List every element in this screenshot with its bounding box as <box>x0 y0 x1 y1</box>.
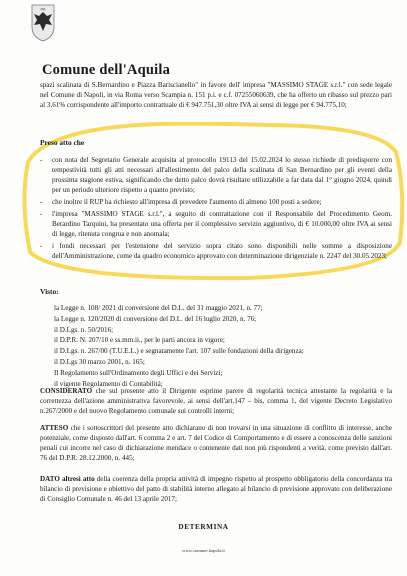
org-name: Comune dell'Aquila <box>42 62 171 78</box>
logo-text: PA <box>40 6 46 12</box>
list-item: il vigente Regolamento di Contabilità; <box>54 379 163 388</box>
list-item: il D.Lgs. n. 267/00 (T.U.E.L.) e segnatamente l'art. 107 sulle fondazioni della dirigenza; <box>54 347 304 356</box>
footer-url: www.comune.laquila.it <box>182 548 225 553</box>
preso-atto-section <box>40 138 392 263</box>
considerato-text: che sul presente atto il Dirigente esprime parere di regolarità tecnica attestante la regolarità e la correttezza dell'azione amministrativa favorevole, ai sensi dell'art.147 – bis, comma 1, del vigente Decreto Legislativo n.267/2000 e del nuovo Regolamento comunale sui controlli interni; <box>40 387 392 415</box>
considerato-section <box>40 386 392 416</box>
preso-atto-heading: Preso atto che <box>40 138 85 147</box>
list-item: Il Regolamento sull'Ordinamento degli Uffici e dei Servizi; <box>54 368 223 377</box>
considerato-lead: CONSIDERATO <box>40 387 93 395</box>
atteso-paragraph <box>40 423 392 463</box>
list-item: - che inoltre il RUP ha richiesto all'impresa di prevedere l'aumento di almeno 100 posti a sedere; <box>40 197 392 207</box>
list-item: la Legge n. 120/2020 di conversione del D.L. del 16 luglio 2020, n. 76; <box>54 314 257 323</box>
visto-heading: Visto: <box>40 287 59 296</box>
dato-altresi-text: della coerenza della propria attività di impegno rispetto al prospetto obbligatorio della concordanza tra bilancio di previsione e obiettivo del patto di stabilità interno allegato al bilancio di previsione approvato con deliberazione di Consiglio Comunale n. 46 del 13 aprile 2017; <box>40 475 392 503</box>
intro-paragraph: spazi scalinata di S.Bernardino e Piazza Bariscianello" in favore dell' impresa "MASSIMO STAGE s.r.l." con sede legale nel Comune di Napoli, in via Roma verso Scampia n. 151 p.i. e c.f. 07255060639, che ha offerto un ribasso sul prezzo pari al 3,61% corrispondente all'importo contrattuale di € 947.751,30 oltre IVA ai sensi di legge per € 94.775,10; <box>40 81 392 109</box>
determina-heading: DETERMINA <box>178 523 229 531</box>
atteso-section <box>40 423 392 463</box>
list-item: - i fondi necessari per l'estensione del servizio sopra citato sono disponibili nelle somme a disposizione dell'Amministrazione, come da quadro economico approvato con determinazione dirigenziale n. 2247 del 30.05.2023; <box>40 241 392 261</box>
list-item: - l'impresa "MASSIMO STAGE s.r.l.", a seguito di contrattazione con il Responsabile del Procedimento Geom. Berardino Tarquini, ha presentato una offerta per il complessivo servizio aggiuntivo, di € 10.000,00 oltre IVA ai sensi di legge, ritenuta congrua e non anomala; <box>40 209 392 239</box>
atteso-text: che i sottoscrittori del presente atto dichiarano di non trovarsi in una situazione di conflitto di interesse, anche potenziale, come disposto dall'art. 6 comma 2 e art. 7 del Codice di Comportamento e di essere a conoscenza delle sanzioni penali cui incorre nel caso di dichiarazione mendace o contenente dati non più rispondenti a verità, come previsto dall'art. 76 del D.P.R. 28.12.2000, n. 445; <box>40 424 392 462</box>
list-item: la Legge n. 108/ 2021 di conversione del D.L. del 31 maggio 2021, n. 77; <box>54 304 263 312</box>
coat-of-arms-logo <box>28 3 58 43</box>
visto-section <box>40 287 392 389</box>
considerato-paragraph <box>40 386 392 416</box>
atteso-lead: ATTESO <box>40 424 69 432</box>
preso-atto-list <box>40 155 392 261</box>
list-item: il D.Lgs. n. 50/2016; <box>54 325 114 334</box>
intro-section <box>40 80 392 110</box>
list-item: il D.P.R. N. 207/10 e ss.mm.ii., per le parti ancora in vigore; <box>54 336 225 345</box>
dato-altresi-paragraph <box>40 474 392 504</box>
visto-list <box>40 303 392 389</box>
list-item: - con nota del Segretario Generale acquisita al protocollo 19113 del 15.02.2024 lo stesso richiede di predisporre con tempestività tutti gli atti necessari all'allestimento del palco della scalinata di San Bernardino per gli eventi della prossima stagione estiva, significando che detto palco dovrà risultare utilizzabile a far data dal 1° giugno 2024, quindi per un periodo ulteriore rispetto a quanto previsto; <box>40 155 392 195</box>
dato-altresi-section <box>40 474 392 504</box>
list-item: il D.Lgs 30 marzo 2001, n. 165; <box>54 357 145 366</box>
dato-altresi-lead: DATO altresì atto <box>40 475 95 483</box>
